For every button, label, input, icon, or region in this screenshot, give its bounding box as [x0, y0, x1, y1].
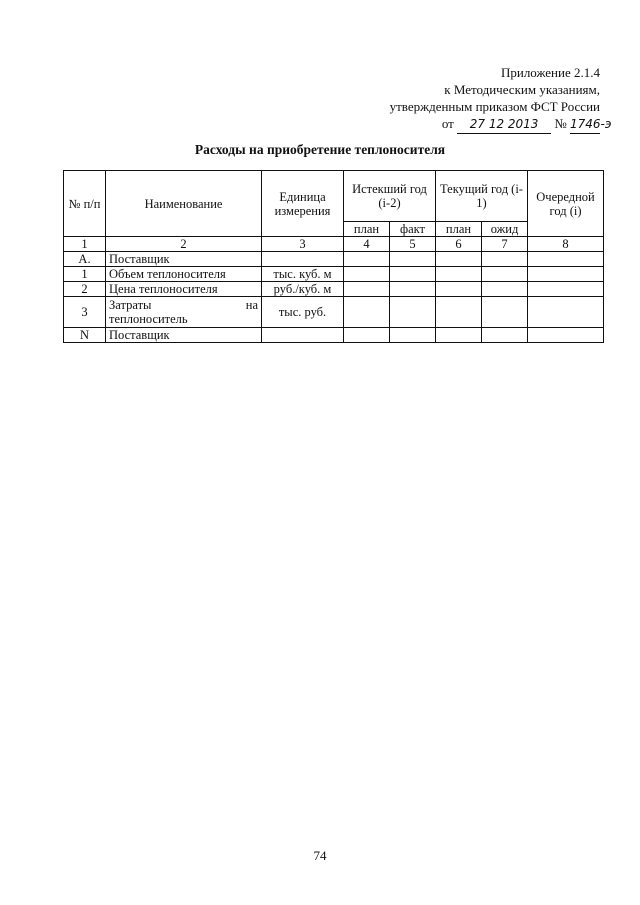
- approval-date-line: [390, 115, 612, 134]
- col-number: 7: [482, 237, 528, 252]
- number-label: №: [554, 116, 567, 131]
- page-number: 74: [313, 848, 327, 863]
- header-row-1: [64, 171, 604, 222]
- row-num: 3: [64, 297, 106, 328]
- row-num: 1: [64, 267, 106, 282]
- from-label: от: [441, 116, 454, 131]
- row-name-part: Затраты: [109, 298, 152, 312]
- header-current-year: Текущий год (i-1): [436, 171, 528, 222]
- approval-number: 1746-э: [570, 116, 600, 134]
- col-number: 3: [262, 237, 344, 252]
- col-number: 1: [64, 237, 106, 252]
- page-title: Расходы на приобретение теплоносителя: [194, 142, 446, 157]
- row-num: 2: [64, 282, 106, 297]
- header-fact: факт: [390, 222, 436, 237]
- row-unit: тыс. куб. м: [262, 267, 344, 282]
- expenses-table: [63, 170, 604, 343]
- approval-line-3: утвержденным приказом ФСТ России: [389, 99, 600, 114]
- header-expected: ожид: [482, 222, 528, 237]
- col-number: 2: [106, 237, 262, 252]
- row-unit: [262, 328, 344, 343]
- header-unit: Единица измерения: [262, 171, 344, 237]
- header-num: № п/п: [64, 171, 106, 237]
- header-plan: план: [344, 222, 390, 237]
- header-plan-2: план: [436, 222, 482, 237]
- row-unit: руб./куб. м: [262, 282, 344, 297]
- table-row: [64, 297, 604, 328]
- row-name-part: теплоноситель: [109, 312, 188, 326]
- col-number: 6: [436, 237, 482, 252]
- header-name: Наименование: [106, 171, 262, 237]
- row-num: A.: [64, 252, 106, 267]
- row-unit: [262, 252, 344, 267]
- row-unit: тыс. руб.: [262, 297, 344, 328]
- row-num: N: [64, 328, 106, 343]
- row-name: Поставщик: [106, 328, 262, 343]
- col-number: 4: [344, 237, 390, 252]
- table-row: [64, 328, 604, 343]
- approval-block: [389, 64, 612, 134]
- table-row: [64, 267, 604, 282]
- row-name: Цена теплоносителя: [106, 282, 262, 297]
- header-past-year: Истекший год (i-2): [344, 171, 436, 222]
- table-row: [64, 282, 604, 297]
- approval-line-2: к Методическим указаниям,: [444, 82, 600, 97]
- col-number: 5: [390, 237, 436, 252]
- table-row: [64, 252, 604, 267]
- header-next-year: Очередной год (i): [528, 171, 604, 237]
- approval-date: 27 12 2013: [457, 116, 551, 134]
- approval-line-1: Приложение 2.1.4: [500, 65, 600, 80]
- row-name: Объем теплоносителя: [106, 267, 262, 282]
- row-name: [106, 297, 262, 328]
- column-number-row: [64, 237, 604, 252]
- row-name-part: на: [245, 298, 258, 312]
- row-name: Поставщик: [106, 252, 262, 267]
- col-number: 8: [528, 237, 604, 252]
